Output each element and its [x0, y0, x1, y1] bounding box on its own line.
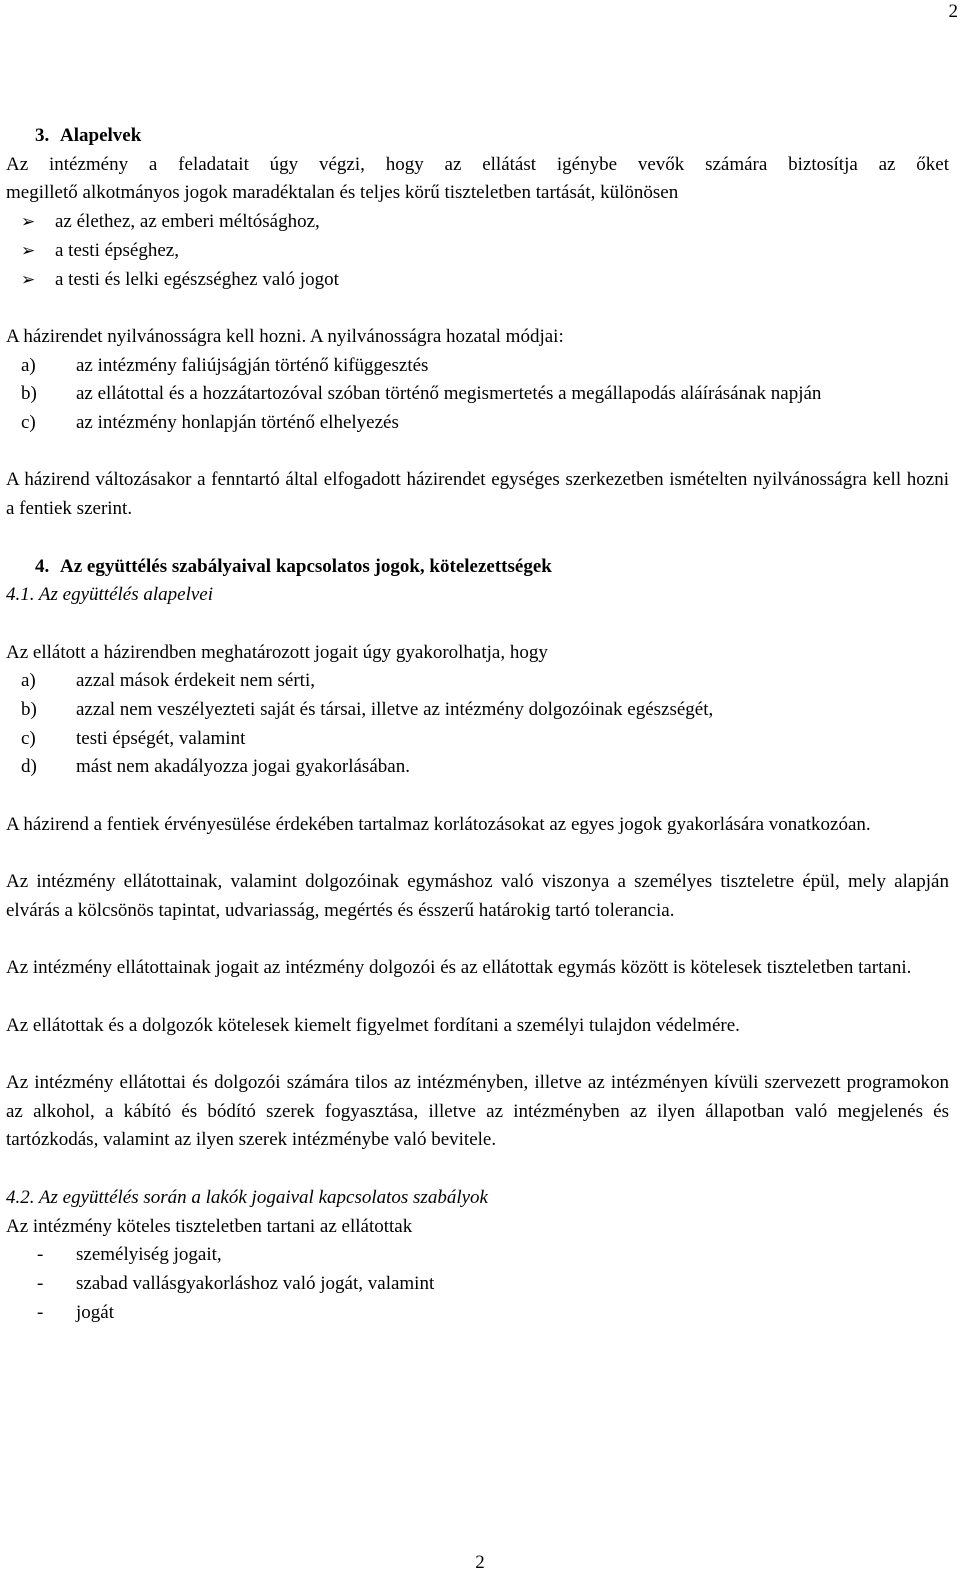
section-4-heading [6, 553, 949, 582]
list-marker: - [37, 1244, 44, 1266]
paragraph: Az ellátottak és a dolgozók kötelesek kiemelt figyelmet fordítani a személyi tulajdon védelmére. [6, 1014, 740, 1036]
list-item-text: az intézmény faliújságján történő kifüggesztés [76, 354, 429, 376]
section-3-heading [6, 122, 949, 151]
list-item [6, 409, 949, 438]
list-item [6, 667, 949, 696]
list-item [6, 266, 949, 295]
paragraph: Az intézmény ellátottainak jogait az intézmény dolgozói és az ellátottak egymás között is kötelesek tiszteletben tartani. [6, 957, 912, 979]
list-item [6, 380, 949, 409]
page-number-top: 2 [948, 1, 958, 22]
list-item [6, 725, 949, 754]
list-marker: a) [21, 670, 36, 692]
list-item-text: azzal mások érdekeit nem sérti, [76, 670, 315, 692]
document-body [6, 122, 949, 1327]
list-item-text: személyiség jogait, [76, 1244, 222, 1266]
list-item-text: az ellátottal és a hozzátartozóval szóban történő megismertetés a megállapodás aláírásának napján [76, 383, 822, 405]
bullet-text: a testi épséghez, [55, 239, 179, 261]
list-marker: c) [21, 727, 36, 749]
arrow-bullet-icon: ➢ [21, 240, 36, 261]
list-item [6, 1241, 949, 1270]
list-item [6, 208, 949, 237]
list-marker: b) [21, 383, 37, 405]
list-item-text: mást nem akadályozza jogai gyakorlásában. [76, 756, 410, 778]
publicity-intro: A házirendet nyilvánosságra kell hozni. A nyilvánosságra hozatal módjai: [6, 325, 564, 347]
list-item-text: az intézmény honlapján történő elhelyezés [76, 412, 399, 434]
list-item [6, 696, 949, 725]
list-item-text: szabad vallásgyakorláshoz való jogát, valamint [76, 1272, 435, 1294]
paragraph: Az intézmény ellátottainak, valamint dolgozóinak egymáshoz való viszonya a személyes tiszteletre épül, mely alapján elvárás a kölcsönös tapintat, udvariasság, megértés és ésszerű határokig tartó tolerancia. [6, 871, 949, 921]
list-item-text: jogát [76, 1301, 114, 1323]
page-number-bottom: 2 [475, 1552, 485, 1573]
list-marker: - [37, 1272, 44, 1294]
section-3-intro-line-2: megillető alkotmányos jogok maradéktalan és teljes körű tiszteletben tartását, különösen [6, 182, 679, 204]
list-marker: - [37, 1301, 44, 1323]
list-marker: d) [21, 756, 37, 778]
section-3-intro-line-1: Az intézmény a feladatait úgy végzi, hogy az ellátást igénybe vevők számára biztosítja az őket [6, 153, 949, 175]
bullet-text: az élethez, az emberi méltósághoz, [55, 211, 320, 233]
rights-bullet-list [6, 208, 949, 294]
section-3-title: Alapelvek [60, 125, 142, 146]
list-item-text: testi épségét, valamint [76, 727, 246, 749]
list-item [6, 237, 949, 266]
section-3-number: 3. [35, 125, 50, 146]
change-paragraph: A házirend változásakor a fenntartó által elfogadott házirendet egységes szerkezetben ismételten nyilvánosságra kell hozni a fentiek szerint. [6, 469, 949, 520]
paragraph: Az intézmény ellátottai és dolgozói számára tilos az intézményben, illetve az intézményen kívüli szervezett programokon az alkohol, a kábító és bódító szerek fogyasztása, illetve az intézményben az ilyen állapotban való megjelenés és tartózkodás, valamint az ilyen szerek intézménybe való bevitele. [6, 1072, 949, 1151]
list-item-text: azzal nem veszélyezteti saját és társai, illetve az intézmény dolgozóinak egészségét, [76, 699, 714, 720]
section-4-title: Az együttélés szabályaival kapcsolatos jogok, kötelezettségek [60, 555, 552, 577]
list-marker: c) [21, 412, 36, 434]
list-item [6, 352, 949, 381]
list-item [6, 753, 949, 782]
paragraph: A házirend a fentiek érvényesülése érdekében tartalmaz korlátozásokat az egyes jogok gyakorlására vonatkozóan. [6, 813, 871, 835]
list-item [6, 1299, 949, 1328]
section-4-number: 4. [35, 555, 50, 577]
section-4-2-heading: 4.2. Az együttélés során a lakók jogaival kapcsolatos szabályok [6, 1186, 488, 1208]
bullet-text: a testi és lelki egészséghez való jogot [55, 268, 339, 290]
list-item [6, 1270, 949, 1299]
list-marker: b) [21, 699, 37, 720]
section-4-1-heading: 4.1. Az együttélés alapelvei [6, 584, 214, 606]
respect-intro: Az intézmény köteles tiszteletben tartani az ellátottak [6, 1215, 413, 1237]
arrow-bullet-icon: ➢ [21, 212, 36, 233]
rights-intro: Az ellátott a házirendben meghatározott jogait úgy gyakorolhatja, hogy [6, 641, 548, 663]
list-marker: a) [21, 354, 36, 376]
arrow-bullet-icon: ➢ [21, 269, 36, 290]
